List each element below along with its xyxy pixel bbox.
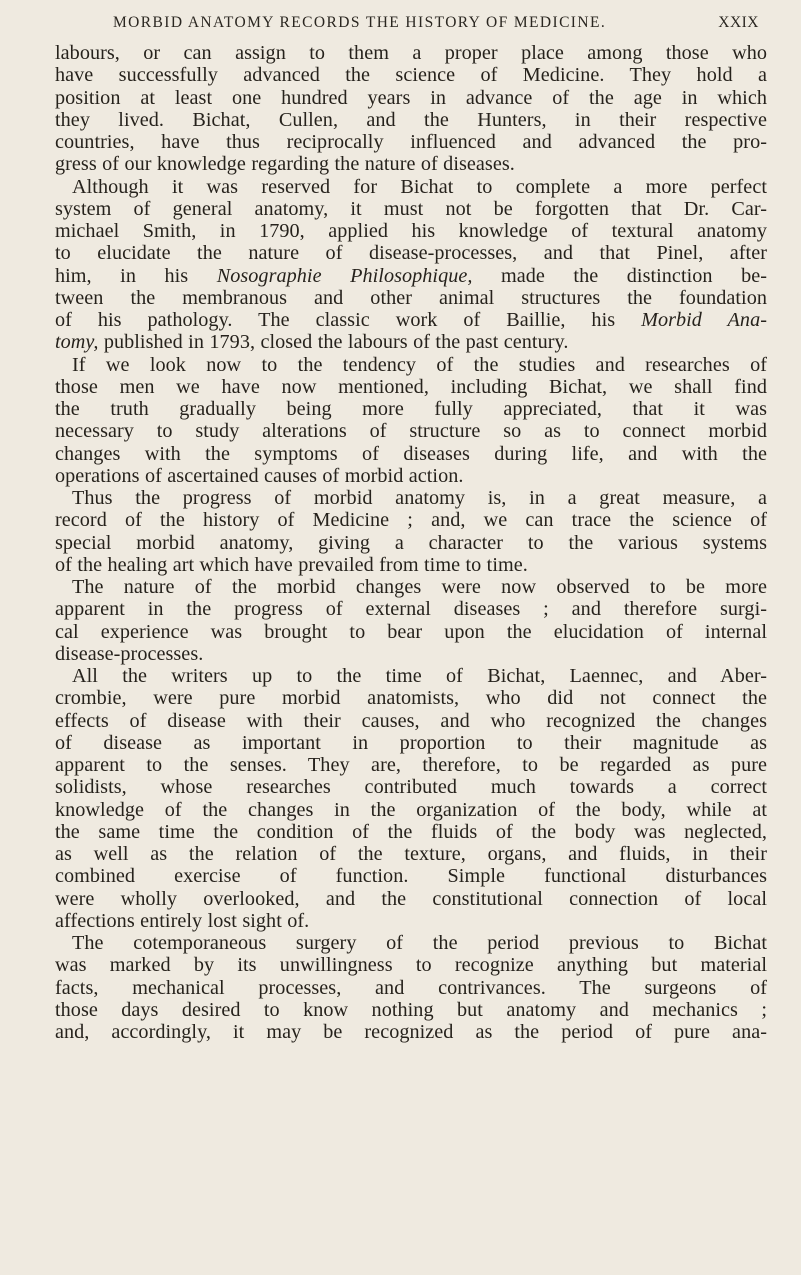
text-line: cal experience was brought to bear upon the elucidation of internal	[55, 620, 767, 643]
text-line: combined exercise of function. Simple functional disturbances	[55, 865, 767, 888]
text-line: changes with the symptoms of diseases during life, and with the	[55, 442, 767, 465]
text-line: of the healing art which have prevailed from time to time.	[55, 553, 528, 576]
text-line: the same time the condition of the fluids of the body was neglected,	[55, 820, 767, 843]
text-line: those days desired to know nothing but anatomy and mechanics ;	[55, 998, 767, 1021]
body-text	[55, 42, 767, 1043]
italic-text: Nosographie Philosophique,	[216, 264, 473, 287]
text-line: necessary to study alterations of structure so as to connect morbid	[55, 420, 767, 443]
text-line: countries, have thus reciprocally influenced and advanced the pro-	[55, 131, 767, 153]
text-line: effects of disease with their causes, and who recognized the changes	[55, 709, 767, 732]
text-line: apparent in the progress of external diseases ; and therefore surgi-	[55, 598, 767, 621]
text-line: tomy, published in 1793, closed the labours of the past century.	[55, 331, 569, 354]
text-line: Thus the progress of morbid anatomy is, in a great measure, a	[72, 487, 767, 509]
text-line: affections entirely lost sight of.	[55, 909, 310, 932]
text-line: they lived. Bichat, Cullen, and the Hunters, in their respective	[55, 108, 767, 131]
text-line: disease-processes.	[55, 642, 204, 665]
text-line: as well as the relation of the texture, organs, and fluids, in their	[55, 843, 767, 865]
text-line: The nature of the morbid changes were now observed to be more	[72, 576, 767, 598]
text-line: gress of our knowledge regarding the nature of diseases.	[55, 153, 515, 176]
text-line: him, in his Nosographie Philosophique, made the distinction be-	[55, 264, 767, 287]
text-line: tween the membranous and other animal structures the foundation	[55, 286, 767, 309]
text-line: the truth gradually being more fully appreciated, that it was	[55, 398, 767, 420]
text-line: was marked by its unwillingness to recognize anything but material	[55, 954, 767, 977]
text-line: All the writers up to the time of Bichat, Laennec, and Aber-	[72, 665, 767, 687]
text-line: position at least one hundred years in advance of the age in which	[55, 86, 767, 109]
text-line: to elucidate the nature of disease-processes, and that Pinel, after	[55, 242, 767, 265]
text-line: The cotemporaneous surgery of the period previous to Bichat	[72, 932, 767, 954]
text-line: apparent to the senses. They are, therefore, to be regarded as pure	[55, 754, 767, 776]
page-number: XXIX	[718, 14, 759, 31]
text-line: have successfully advanced the science of Medicine. They hold a	[55, 64, 767, 87]
text-line: crombie, were pure morbid anatomists, who did not connect the	[55, 687, 767, 710]
text-line: and, accordingly, it may be recognized as the period of pure ana-	[55, 1021, 767, 1043]
text-line: record of the history of Medicine ; and, we can trace the science of	[55, 509, 767, 532]
text-line: of disease as important in proportion to their magnitude as	[55, 731, 767, 754]
text-line: special morbid anatomy, giving a character to the various systems	[55, 531, 767, 554]
text-line: operations of ascertained causes of morbid action.	[55, 464, 464, 487]
running-head	[55, 2, 767, 42]
text-line: solidists, whose researches contributed much towards a correct	[55, 776, 767, 799]
italic-text: Morbid Ana-	[641, 309, 767, 331]
text-line: labours, or can assign to them a proper place among those who	[55, 42, 767, 64]
text-line: michael Smith, in 1790, applied his knowledge of textural anatomy	[55, 220, 767, 242]
text-line: If we look now to the tendency of the studies and researches of	[72, 353, 767, 376]
text-line: Although it was reserved for Bichat to complete a more perfect	[72, 175, 767, 198]
italic-text: tomy,	[55, 331, 99, 354]
text-line: those men we have now mentioned, including Bichat, we shall find	[55, 375, 767, 398]
text-line: knowledge of the changes in the organization of the body, while at	[55, 798, 767, 821]
text-line: system of general anatomy, it must not be forgotten that Dr. Car-	[55, 197, 767, 220]
text-line: of his pathology. The classic work of Baillie, his Morbid Ana-	[55, 309, 767, 331]
text-line: facts, mechanical processes, and contrivances. The surgeons of	[55, 976, 767, 999]
running-head-title: MORBID ANATOMY RECORDS THE HISTORY OF MEDICINE.	[113, 14, 607, 31]
text-line: were wholly overlooked, and the constitutional connection of local	[55, 887, 767, 910]
